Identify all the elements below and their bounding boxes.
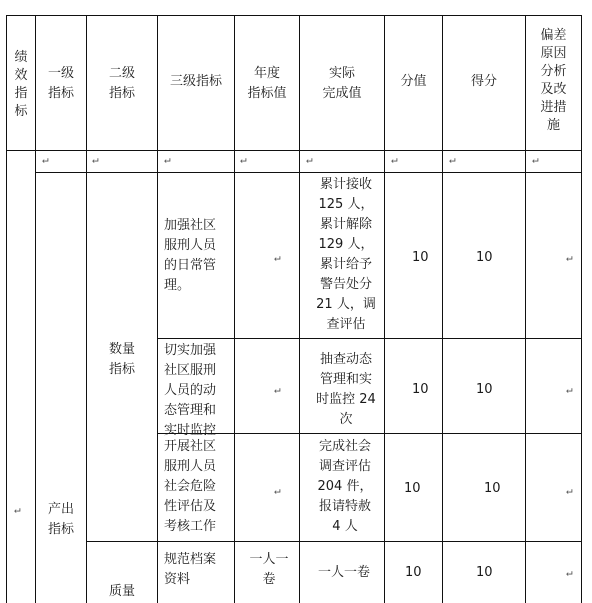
row2-score-value: 10 xyxy=(412,382,429,397)
row1-score: 10 xyxy=(476,250,493,265)
header-bottom-border xyxy=(6,150,582,151)
row2-actual: 抽查动态 管理和实 时监控 24 次 xyxy=(316,352,376,427)
row3-bottom-border xyxy=(86,541,582,542)
paragraph-mark: ↵ xyxy=(42,153,49,166)
table-right-border xyxy=(581,15,582,603)
level2-quality-indicator: 质量 xyxy=(108,584,135,599)
paragraph-mark: ↵ xyxy=(391,153,398,166)
paragraph-mark: ↵ xyxy=(566,383,573,396)
header-level2: 二级 指标 xyxy=(108,66,135,101)
row4-actual: 一人一卷 xyxy=(317,565,370,580)
paragraph-mark: ↵ xyxy=(566,251,573,264)
header-level3: 三级指标 xyxy=(169,74,222,89)
row3-score-value: 10 xyxy=(404,481,421,496)
row4-score-value: 10 xyxy=(405,565,422,580)
row1-actual: 累计接收 125 人， 累计解除 129 人， 累计给予 警告处分 21 人，调 查评估 xyxy=(316,177,376,332)
table-top-border xyxy=(6,15,582,16)
header-perf-indicator: 绩 效 指 标 xyxy=(14,50,28,119)
row1-score-value: 10 xyxy=(412,250,429,265)
header-score-value: 分值 xyxy=(400,74,427,89)
row2-score: 10 xyxy=(476,382,493,397)
paragraph-mark: ↵ xyxy=(274,251,281,264)
header-level1: 一级 指标 xyxy=(47,66,74,101)
paragraph-mark: ↵ xyxy=(566,566,573,579)
row2-indicator: 切实加强 社区服刑 人员的动 态管理和 实时监控 xyxy=(164,343,217,438)
header-score-obtained: 得分 xyxy=(470,74,497,89)
col-divider-3 xyxy=(157,15,158,603)
level2-quantity-indicator: 数量 指标 xyxy=(108,342,135,377)
header-annual-target: 年度 指标值 xyxy=(247,66,287,101)
col-divider-7 xyxy=(442,15,443,603)
row3-score: 10 xyxy=(484,481,501,496)
header-deviation: 偏差 原因 分析 及改 进措 施 xyxy=(540,28,567,133)
paragraph-mark: ↵ xyxy=(14,503,21,516)
header-actual: 实际 完成值 xyxy=(322,66,362,101)
paragraph-mark: ↵ xyxy=(164,153,171,166)
paragraph-mark: ↵ xyxy=(274,484,281,497)
blank-row-bottom-border xyxy=(36,172,582,173)
paragraph-mark: ↵ xyxy=(306,153,313,166)
row1-bottom-border xyxy=(157,338,582,339)
row4-indicator: 规范档案 资料 xyxy=(164,552,217,587)
paragraph-mark: ↵ xyxy=(566,484,573,497)
paragraph-mark: ↵ xyxy=(92,153,99,166)
paragraph-mark: ↵ xyxy=(449,153,456,166)
level1-output-indicator: 产出 指标 xyxy=(47,502,74,537)
paragraph-mark: ↵ xyxy=(532,153,539,166)
row1-indicator: 加强社区 服刑人员 的日常管 理。 xyxy=(164,218,217,293)
row4-annual-target: 一人一 卷 xyxy=(249,552,289,587)
row3-indicator: 开展社区 服刑人员 社会危险 性评估及 考核工作 xyxy=(164,439,217,534)
row4-score: 10 xyxy=(476,565,493,580)
row3-actual: 完成社会 调查评估 204 件， 报请特赦 4 人 xyxy=(317,439,373,534)
paragraph-mark: ↵ xyxy=(274,383,281,396)
paragraph-mark: ↵ xyxy=(240,153,247,166)
